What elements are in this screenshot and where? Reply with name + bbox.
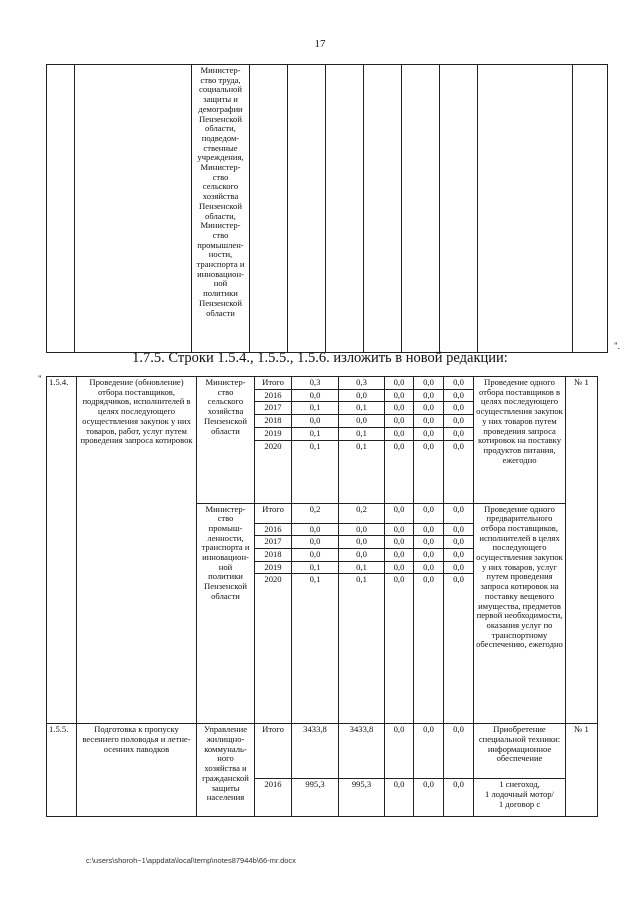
value-cell: 0,0 (385, 548, 414, 561)
indicator-cell: Проведение одного предварительного отбора поставщиков, исполнителей в целях последующего осуществления закупок у них товаров, услуг путем проведения запроса котировок на поставку вещевого имущества, предметов первой необходимости, оказания услуг по транспортному обеспечению, ежегодно (474, 503, 566, 724)
value-cell: 0,0 (339, 548, 385, 561)
year-cell: 2017 (255, 536, 292, 549)
year-cell: 2018 (255, 548, 292, 561)
year-cell: 2019 (255, 561, 292, 574)
measure-name: Подготовка к пропуску весеннего половодья и летне-осенних паводков (77, 724, 197, 817)
value-cell: 0,0 (444, 779, 474, 817)
value-cell: 0,0 (385, 377, 414, 390)
value-cell: 0,0 (339, 389, 385, 402)
value-cell: 0,0 (414, 574, 444, 724)
value-cell: 3433,8 (292, 724, 339, 779)
link-cell: № 1 (566, 724, 598, 817)
value-cell: 0,0 (414, 389, 444, 402)
row-number: 1.5.4. (47, 377, 77, 724)
value-cell: 0,0 (414, 536, 444, 549)
value-cell: 0,0 (292, 536, 339, 549)
value-cell: 0,0 (444, 536, 474, 549)
value-cell: 0,0 (339, 536, 385, 549)
year-cell: 2020 (255, 440, 292, 503)
value-cell: 0,1 (339, 402, 385, 415)
value-cell: 0,1 (292, 427, 339, 440)
value-cell: 0,0 (444, 523, 474, 536)
value-cell: 0,0 (339, 415, 385, 428)
main-table (46, 376, 598, 817)
value-cell: 0,0 (414, 779, 444, 817)
year-cell: 2019 (255, 427, 292, 440)
row-number: 1.5.5. (47, 724, 77, 817)
value-cell: 3433,8 (339, 724, 385, 779)
year-cell: 2020 (255, 574, 292, 724)
value-cell: 0,0 (414, 561, 444, 574)
value-cell: 0,0 (414, 402, 444, 415)
value-cell: 0,0 (385, 402, 414, 415)
executor-cell: Управление жилищно-коммуналь-ного хозяйства и гражданской защиты населения (197, 724, 255, 817)
value-cell: 0,1 (339, 427, 385, 440)
year-cell: 2018 (255, 415, 292, 428)
value-cell: 0,1 (292, 440, 339, 503)
value-cell: 0,0 (444, 574, 474, 724)
value-cell: 0,0 (414, 377, 444, 390)
year-cell: Итого (255, 377, 292, 390)
file-path-footer: c:\users\shoroh~1\appdata\local\temp\notes87944b\66-mr.docx (86, 856, 296, 865)
year-cell: Итого (255, 724, 292, 779)
value-cell: 0,0 (292, 523, 339, 536)
value-cell: 0,3 (339, 377, 385, 390)
executor-cell: Министер- ство сельского хозяйства Пензенской области (197, 377, 255, 504)
value-cell: 0,0 (414, 503, 444, 523)
value-cell: 995,3 (339, 779, 385, 817)
value-cell: 0,0 (414, 415, 444, 428)
right-quote: ". (614, 341, 620, 351)
year-cell: 2016 (255, 779, 292, 817)
executor-cell: Министер- ство труда, социальной защиты и демографии Пензенской области, подведом- ственные учреждения, Министер- ство сельского хозяйства Пензенской области, Министер- ство промышлен- ности, транспорта и инновацион- ной политики Пензенской области (192, 65, 250, 353)
value-cell: 0,1 (292, 561, 339, 574)
value-cell: 0,0 (444, 561, 474, 574)
value-cell: 0,0 (444, 402, 474, 415)
indicator-cell: Проведение одного отбора поставщиков в целях последующего осуществления закупок у них товаров путем проведения запроса котировок на поставку продуктов питания, ежегодно (474, 377, 566, 504)
top-table-fragment (46, 64, 608, 353)
value-cell: 0,0 (444, 389, 474, 402)
value-cell: 0,0 (339, 523, 385, 536)
value-cell: 0,2 (339, 503, 385, 523)
value-cell: 0,0 (385, 523, 414, 536)
value-cell: 0,1 (292, 574, 339, 724)
value-cell: 995,3 (292, 779, 339, 817)
left-quote: " (38, 374, 42, 384)
indicator-cell: 1 снегоход, 1 лодочный мотор/ 1 договор с (474, 779, 566, 817)
value-cell: 0,0 (414, 548, 444, 561)
value-cell: 0,0 (292, 389, 339, 402)
value-cell: 0,0 (385, 389, 414, 402)
value-cell: 0,0 (385, 440, 414, 503)
value-cell: 0,0 (385, 536, 414, 549)
value-cell: 0,1 (292, 402, 339, 415)
value-cell: 0,0 (414, 440, 444, 503)
link-cell: № 1 (566, 377, 598, 724)
value-cell: 0,3 (292, 377, 339, 390)
value-cell: 0,1 (339, 440, 385, 503)
value-cell: 0,1 (339, 561, 385, 574)
value-cell: 0,0 (385, 561, 414, 574)
value-cell: 0,0 (414, 724, 444, 779)
year-cell: 2016 (255, 389, 292, 402)
indicator-cell: Приобретение специальной техники: информационное обеспечение (474, 724, 566, 779)
value-cell: 0,0 (444, 548, 474, 561)
value-cell: 0,0 (444, 415, 474, 428)
value-cell: 0,1 (339, 574, 385, 724)
page-number: 17 (314, 38, 326, 50)
section-heading: 1.7.5. Строки 1.5.4., 1.5.5., 1.5.6. изложить в новой редакции: (132, 350, 508, 366)
value-cell: 0,0 (292, 415, 339, 428)
value-cell: 0,0 (444, 377, 474, 390)
value-cell: 0,0 (444, 440, 474, 503)
value-cell: 0,0 (444, 503, 474, 523)
year-cell: Итого (255, 503, 292, 523)
value-cell: 0,0 (444, 427, 474, 440)
value-cell: 0,0 (385, 503, 414, 523)
value-cell: 0,0 (385, 779, 414, 817)
value-cell: 0,0 (385, 427, 414, 440)
measure-name: Проведение (обновление) отбора поставщиков, подрядчиков, исполнителей в целях последующего осуществления закупок у них товаров, работ, услуг путем проведения запроса котировок (77, 377, 197, 724)
value-cell: 0,0 (292, 548, 339, 561)
value-cell: 0,0 (414, 523, 444, 536)
year-cell: 2016 (255, 523, 292, 536)
value-cell: 0,0 (385, 415, 414, 428)
value-cell: 0,0 (385, 574, 414, 724)
value-cell: 0,0 (385, 724, 414, 779)
year-cell: 2017 (255, 402, 292, 415)
executor-cell: Министер- ство промыш- ленности, транспорта и инновацион- ной политики Пензенской области (197, 503, 255, 724)
value-cell: 0,0 (444, 724, 474, 779)
value-cell: 0,0 (414, 427, 444, 440)
value-cell: 0,2 (292, 503, 339, 523)
